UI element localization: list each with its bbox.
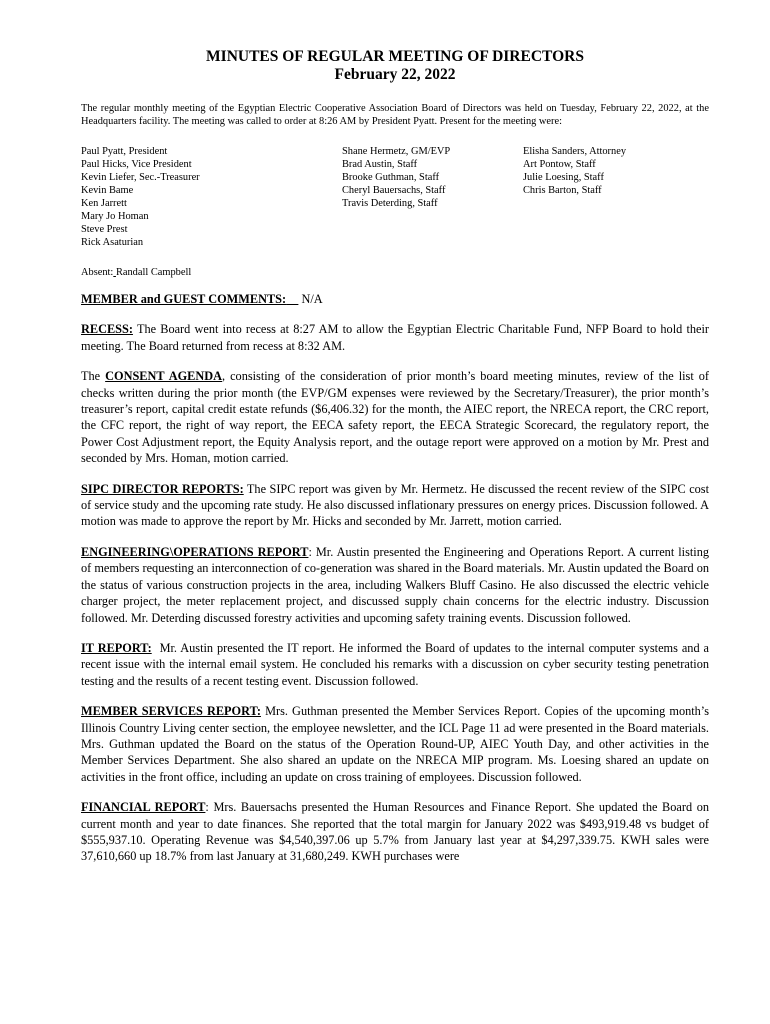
it-report-heading: IT REPORT: [81,640,152,655]
absent-name: Randall Campbell [115,267,192,278]
directors-column [81,145,200,249]
member-services-section [81,703,709,785]
attendee: Brad Austin, Staff [342,159,418,170]
staff-column [342,145,450,210]
title-date: February 22, 2022 [334,66,456,83]
document-page [81,48,709,865]
intro-paragraph: The regular monthly meeting of the Egyptian Electric Cooperative Association Board of Directors was held on Tuesday, February 22, 2022, at the Headquarters facility. The meeting was called to order at 8:26 AM by President Pyatt. Present for the meeting were: [81,103,709,127]
attendee: Shane Hermetz, GM/EVP [342,146,451,157]
attendee: Ken Jarrett [81,198,127,209]
financial-heading: FINANCIAL REPORT [81,800,206,815]
attendee: Kevin Liefer, Sec.-Treasurer [81,172,200,183]
engineering-section [81,544,709,626]
attendee-list [81,145,709,255]
member-comments-heading: MEMBER and GUEST COMMENTS: [81,292,287,306]
attendee: Travis Deterding, Staff [342,198,438,209]
sipc-section [81,481,709,530]
sipc-heading: SIPC DIRECTOR REPORTS: [81,481,244,496]
consent-agenda-heading: CONSENT AGENDA [105,369,222,384]
attendee: Chris Barton, Staff [523,185,602,196]
sipc-body: The SIPC report was given by Mr. Hermetz. He discussed the recent review of the SIPC cost of service study and the upcoming rate study. He also discussed inflationary pressures on energy prices. Discussion followed. A motion was made to approve the report by Mr. Hicks and seconded by Mr. Jarrett, motion carried. [81,481,709,529]
recess-section [81,321,709,354]
consent-prefix: The [81,369,101,384]
attendee: Mary Jo Homan [81,211,149,222]
member-comments-value: N/A [301,292,323,306]
consent-agenda-body: , consisting of the consideration of prior month’s board meeting minutes, review of the list of checks written during the prior month (the EVP/GM expenses were reviewed by the Secretary/Treasurer), the prior month’s treasurer’s report, capital credit estate refunds ($6,406.32) for the month, the AIEC report, the NRECA report, the CRC report, the CFC report, the right of way report, the EECA safety report, the EECA Strategic Scorecard, the regulatory report, the Power Cost Adjustment report, the Equity Analysis report, and the outage report were approved on a motion by Mr. Prest and seconded by Mrs. Homan, motion carried. [81,369,710,466]
attendee: Art Pontow, Staff [523,159,596,170]
attendee: Paul Pyatt, President [81,146,168,157]
others-column [523,145,626,197]
document-title [81,48,709,84]
attendee: Cheryl Bauersachs, Staff [342,185,446,196]
attendee: Paul Hicks, Vice President [81,159,192,170]
it-report-body: Mr. Austin presented the IT report. He informed the Board of updates to the internal computer systems and a recent issue with the internal email system. He concluded his remarks with a discussion on cyber security testing penetration testing and the results of a recent testing event. Discussion followed. [81,640,709,688]
member-comments-section [81,291,709,307]
absent-label: Absent: [81,267,114,278]
title-heading: MINUTES OF REGULAR MEETING OF DIRECTORS [206,48,584,65]
consent-agenda-section [81,368,709,466]
it-report-section [81,640,709,689]
financial-body: : Mrs. Bauersachs presented the Human Resources and Finance Report. She updated the Board on current month and year to date finances. She reported that the total margin for January 2022 was $493,919.48 vs budget of $555,937.10. Operating Revenue was $4,540,397.06 up 5.7% from January last year at $4,297,339.75. KWH sales were 37,610,660 up 18.7% from last January at 31,680,249. KWH purchases were [81,800,709,864]
engineering-body: : Mr. Austin presented the Engineering and Operations Report. A current listing of members requesting an interconnection of co-generation was shared in the Board materials. Mr. Austin updated the Board on the status of various construction projects in the area, including Walkers Bluff Casino. He also discussed the electric vehicle charger project, the meter replacement project, and discussed supply chain concerns for the electric industry. Discussion followed. Mr. Deterding discussed forestry activities and upcoming safety training events. Discussion followed. [81,544,709,625]
member-services-heading: MEMBER SERVICES REPORT: [81,704,261,719]
recess-body: The Board went into recess at 8:27 AM to allow the Egyptian Electric Charitable Fund, NFP Board to hold their meeting. The Board returned from recess at 8:32 AM. [81,322,710,353]
member-services-body: Mrs. Guthman presented the Member Services Report. Copies of the upcoming month’s Illinois Country Living center section, the employee newsletter, and the ICL Page 11 ad were presented in the Board materials. Mrs. Guthman updated the Board on the status of the Operation Round-UP, AIEC Youth Day, and other activities in the Member Services Department. She also shared an update on the NRECA MIP program. Ms. Loesing shared an update on activities in the front office, including an update on cross training of employees. Discussion followed. [81,704,710,784]
attendee: Steve Prest [81,224,128,235]
recess-heading: RECESS: [81,322,133,337]
attendee: Kevin Bame [81,185,134,196]
attendee: Julie Loesing, Staff [523,172,604,183]
attendee: Elisha Sanders, Attorney [523,146,627,157]
engineering-heading: ENGINEERING\OPERATIONS REPORT [81,544,309,559]
attendee: Rick Asaturian [81,237,144,248]
attendee: Brooke Guthman, Staff [342,172,440,183]
financial-section [81,799,709,865]
absent-line [81,266,709,279]
